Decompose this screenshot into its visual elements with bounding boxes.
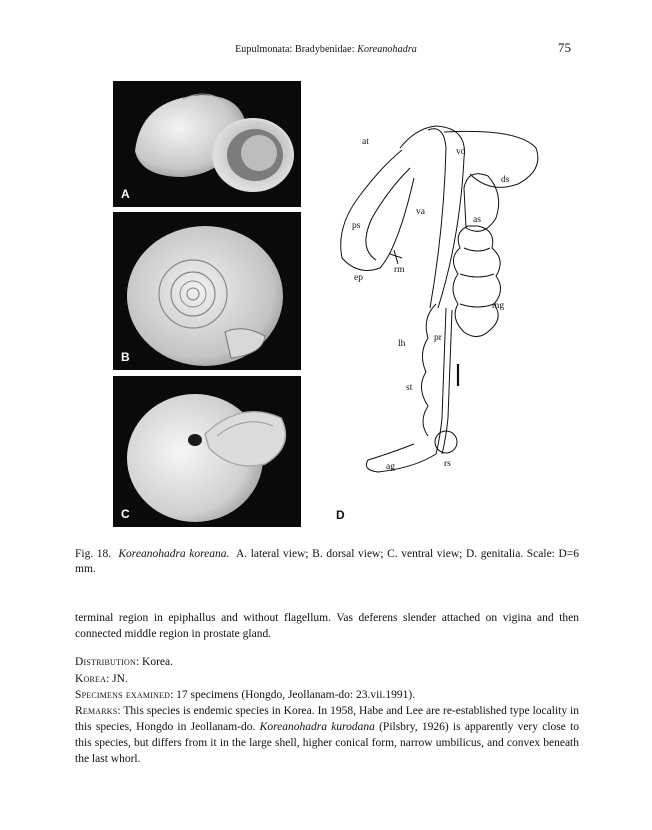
- label-rs: rs: [444, 459, 451, 469]
- remarks-part1: : This species is endemic species in Korea. In 1958, Habe and Lee are re-established type locality in this species, Hongdo in Jeollanam-do.: [75, 705, 579, 733]
- shell-ventral-photo: [113, 376, 301, 527]
- label-at: at: [362, 137, 369, 147]
- panel-letter-a: A: [121, 187, 130, 201]
- label-mg: mg: [492, 301, 505, 311]
- korea-label: Korea: [75, 673, 107, 685]
- figure-panel-c: [113, 376, 301, 527]
- label-st: st: [406, 383, 413, 393]
- penis-sheath: [341, 150, 414, 270]
- remarks-species: Koreanohadra kurodana: [259, 721, 375, 733]
- running-head-prefix: Eupulmonata: Bradybenidae:: [235, 44, 358, 55]
- label-ps: ps: [352, 221, 361, 231]
- label-va: va: [416, 207, 425, 217]
- distribution-line: [75, 654, 579, 670]
- label-ds: ds: [501, 175, 510, 185]
- dart-sac: [421, 304, 436, 436]
- panel-letter-d: D: [336, 508, 345, 522]
- caption-species: Koreanohadra koreana.: [118, 548, 230, 560]
- atrium-genital: [366, 444, 436, 472]
- specimens-value: : 17 specimens (Hongdo, Jeollanam-do: 23.vii.1991).: [170, 689, 416, 701]
- epiphallus: [366, 168, 410, 260]
- remarks-part2: (Pilsbry, 1926) is apparently very close to this species, but differs from it in the large shell, higher conical form, narrow umbilicus, and convex beneath the last whorl.: [75, 721, 580, 765]
- shell-lateral-photo: [113, 81, 301, 207]
- figure-panel-b: [113, 212, 301, 370]
- panel-letter-b: B: [121, 350, 130, 364]
- mucous-glands: [453, 226, 501, 337]
- genitalia-diagram: [318, 118, 558, 488]
- specimens-line: [75, 687, 579, 703]
- running-head: [0, 44, 652, 55]
- specimens-label: Specimens examined: [75, 689, 171, 701]
- distribution-label: Distribution: [75, 656, 136, 668]
- label-vd: vd: [456, 147, 466, 157]
- label-pr: pr: [434, 333, 442, 343]
- figure-panel-a: [113, 81, 301, 207]
- label-ep: ep: [354, 273, 363, 283]
- caption-text: A. lateral view; B. dorsal view; C. ventral view; D. genitalia. Scale: D=6 mm.: [75, 548, 580, 575]
- label-as: as: [473, 215, 481, 225]
- remarks-paragraph: [75, 703, 579, 767]
- distribution-value: : Korea.: [135, 656, 173, 668]
- label-rm: rm: [394, 265, 405, 275]
- panel-letter-c: C: [121, 507, 130, 521]
- shell-dorsal-photo: [113, 212, 301, 370]
- figure-caption: [75, 547, 579, 577]
- remarks-label: Remarks: [75, 705, 118, 717]
- running-head-genus: Koreanohadra: [357, 44, 417, 55]
- korea-line: [75, 671, 579, 687]
- retractor-muscle: [390, 250, 402, 264]
- korea-value: : JN.: [106, 673, 128, 685]
- vagina-duct-line: [428, 129, 446, 308]
- page-number: 75: [558, 40, 571, 55]
- label-lh: lh: [398, 339, 406, 349]
- caption-prefix: Fig. 18.: [75, 548, 112, 560]
- body-paragraph: terminal region in epiphallus and without flagellum. Vas deferens slender attached on vigina and then connected middle region in prostate gland.: [75, 612, 579, 640]
- label-ag: ag: [386, 462, 395, 472]
